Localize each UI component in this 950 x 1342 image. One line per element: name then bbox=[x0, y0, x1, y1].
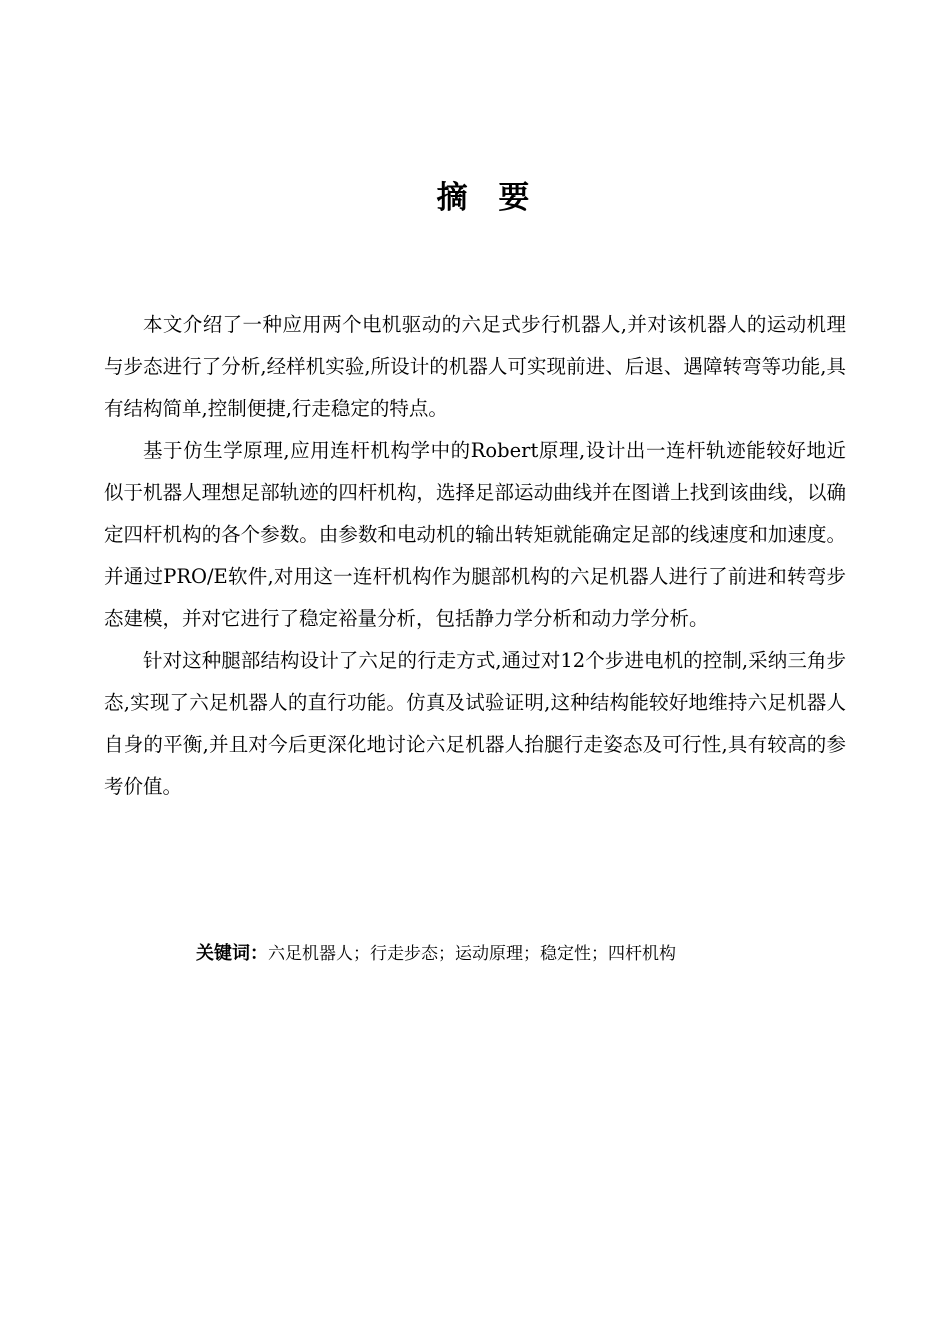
keywords-line bbox=[196, 938, 676, 970]
abstract-paragraph-2: 基于仿生学原理,应用连杆机构学中的Robert原理,设计出一连杆轨迹能较好地近似于机器人理想足部轨迹的四杆机构，选择足部运动曲线并在图谱上找到该曲线，以确定四杆机构的各个参数。由参数和电动机的输出转矩就能确定足部的线速度和加速度。并通过PRO/E软件,对用这一连杆机构作为腿部机构的六足机器人进行了前进和转弯步态建模，并对它进行了稳定裕量分析，包括静力学分析和动力学分析。 bbox=[104, 439, 846, 630]
abstract-paragraph-3: 针对这种腿部结构设计了六足的行走方式,通过对12个步进电机的控制,采纳三角步态,实现了六足机器人的直行功能。仿真及试验证明,这种结构能较好地维持六足机器人自身的平衡,并且对今后更深化地讨论六足机器人抬腿行走姿态及可行性,具有较高的参考价值。 bbox=[104, 649, 846, 798]
abstract-paragraph-1: 本文介绍了一种应用两个电机驱动的六足式步行机器人,并对该机器人的运动机理与步态进行了分析,经样机实验,所设计的机器人可实现前进、后退、遇障转弯等功能,具有结构简单,控制便捷,行走稳定的特点。 bbox=[104, 313, 846, 420]
abstract-title: 摘 要 bbox=[436, 180, 540, 216]
keywords-text: 六足机器人；行走步态；运动原理；稳定性；四杆机构 bbox=[268, 944, 676, 964]
keywords-label: 关键词： bbox=[196, 943, 268, 964]
abstract-body bbox=[104, 304, 846, 808]
